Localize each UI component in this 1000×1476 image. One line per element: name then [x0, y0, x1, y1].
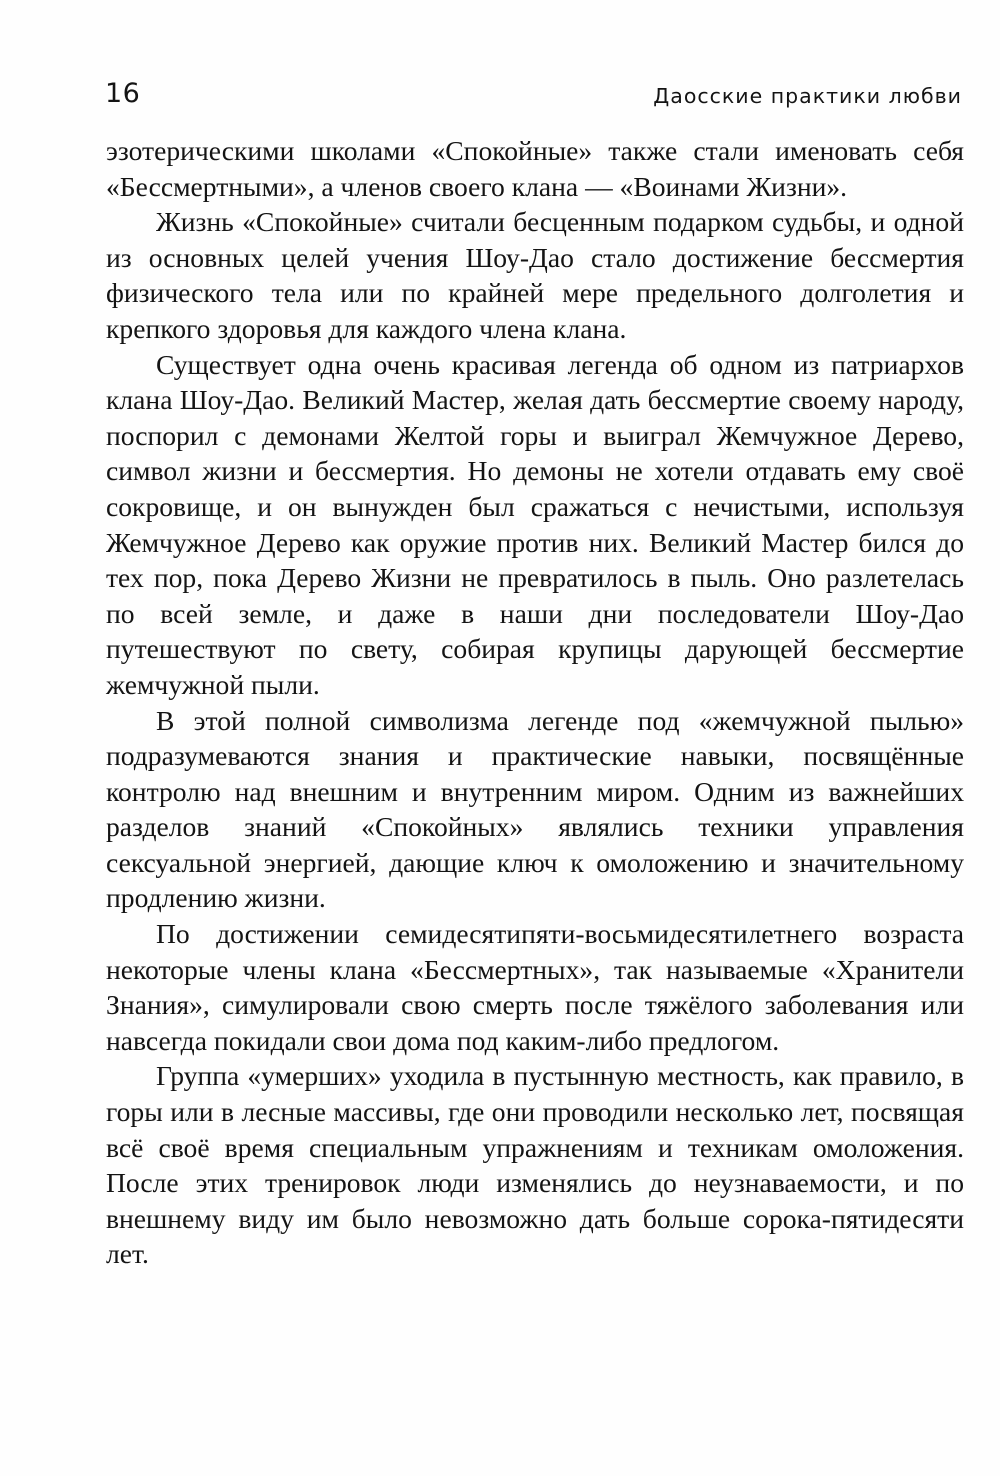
paragraph: Жизнь «Спокойные» считали бесценным подарком судьбы, и одной из основных целей учения Шоу-Дао стало достижение бессмертия физического тела или по крайней мере предельного долголетия и крепкого здоровья для каждого члена клана. [106, 206, 964, 344]
body-text [106, 133, 964, 1272]
paragraph: По достижении семидесятипяти-восьмидесятилетнего возраста некоторые члены клана «Бессмертных», так называемые «Хранители Знания», симулировали свою смерть после тяжёлого заболевания или навсегда покидали свои дома под каким-либо предлогом. [106, 918, 964, 1056]
paragraph: В этой полной символизма легенде под «жемчужной пылью» подразумеваются знания и практические навыки, посвящённые контролю над внешним и внутренним миром. Одним из важнейших разделов знаний «Спокойных» являлись техники управления сексуальной энергией, дающие ключ к омоложению и значительному продлению жизни. [106, 704, 964, 914]
paragraph: Группа «умерших» уходила в пустынную местность, как правило, в горы или в лесные массивы, где они проводили несколько лет, посвящая всё своё время специальным упражнениям и техникам омоложения. После этих тренировок люди изменялись до неузнаваемости, и по внешнему виду им было невозможно дать больше сорока-пятидесяти лет. [106, 1060, 964, 1270]
paragraph: Существует одна очень красивая легенда об одном из патриархов клана Шоу-Дао. Великий Мастер, желая дать бессмертие своему народу, поспорил с демонами Желтой горы и выиграл Жемчужное Дерево, символ жизни и бессмертия. Но демоны не хотели отдавать ему своё сокровище, и он вынужден был сражаться с нечистыми, используя Жемчужное Дерево как оружие против них. Великий Мастер бился до тех пор, пока Дерево Жизни не превратилось в пыль. Оно разлетелась по всей земле, и даже в наши дни последователи Шоу-Дао путешествуют по свету, собирая крупицы дарующей бессмертие жемчужной пыли. [106, 348, 964, 700]
running-header [105, 78, 962, 118]
paragraph-continued: эзотерическими школами «Спокойные» также стали именовать себя «Бессмертными», а членов своего клана — «Воинами Жизни». [106, 135, 964, 202]
running-title: Даосские практики любви [653, 84, 962, 108]
page-number: 16 [105, 78, 141, 109]
